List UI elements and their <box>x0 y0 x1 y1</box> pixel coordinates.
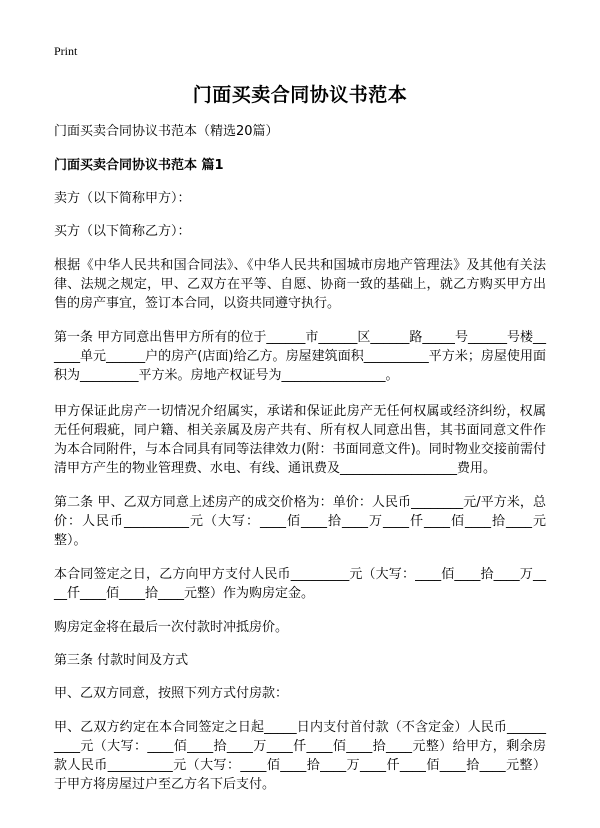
paragraph-deposit: 本合同签定之日，乙方向甲方支付人民币_________元（大写：____佰____拾____万____仟____佰____拾____元整）作为购房定金。 <box>54 567 546 601</box>
paragraph-article-2: 第二条 甲、乙双方同意上述房产的成交价格为：单价：人民币________元/平方米，总价：人民币__________元（大写：____佰____拾____万____仟____佰____拾____元整）。 <box>54 495 546 548</box>
paragraph-basis: 根据《中华人民共和国合同法》、《中华人民共和国城市房地产管理法》及其他有关法律、法规之规定，甲、乙双方在平等、自愿、协商一致的基础上，就乙方购买甲方出售的房产事宜，签订本合同，以资共同遵守执行。 <box>54 258 546 311</box>
paragraph-buyer: 买方（以下简称乙方）： <box>54 224 191 239</box>
section-heading: 门面买卖合同协议书范本 篇1 <box>54 158 224 173</box>
document-body <box>54 122 546 794</box>
paragraph-article-3: 第三条 付款时间及方式 <box>54 653 189 668</box>
print-link[interactable]: Print <box>54 44 78 58</box>
document-subtitle: 门面买卖合同协议书范本（精选20篇） <box>54 124 279 139</box>
paragraph-guarantee: 甲方保证此房产一切情况介绍属实，承诺和保证此房产无任何权属或经济纠纷，权属无任何瑕疵，同户籍、相关亲属及房产共有、所有权人同意出售，其书面同意文件作为本合同附件，与本合同具有同等法律效力(附：书面同意文件)。同时物业交接前需付清甲方产生的物业管理费、水电、有线、通讯费及__________________费用。 <box>54 404 546 476</box>
paragraph-deposit-offset: 购房定金将在最后一次付款时冲抵房价。 <box>54 620 289 635</box>
paragraph-seller: 卖方（以下简称甲方）： <box>54 191 191 206</box>
paragraph-article-1: 第一条 甲方同意出售甲方所有的位于______市______区______路_____号______号楼______单元______户的房产(店面)给乙方。房屋建筑面积__________平方米；房屋使用面积为_________平方米。房地产权证号为________________。 <box>54 330 546 383</box>
page-title: 门面买卖合同协议书范本 <box>192 84 408 106</box>
paragraph-payment-terms: 甲、乙双方约定在本合同签定之日起_____日内支付首付款（不含定金）人民币__________元（大写：____佰____拾____万____仟____佰____拾____元整）给甲方，剩余房款人民币__________元（大写：____佰____拾____万____仟____佰____拾____元整）于甲方将房屋过户至乙方名下后支付。 <box>54 720 546 792</box>
paragraph-payment-intro: 甲、乙双方同意，按照下列方式付房款： <box>54 686 289 701</box>
